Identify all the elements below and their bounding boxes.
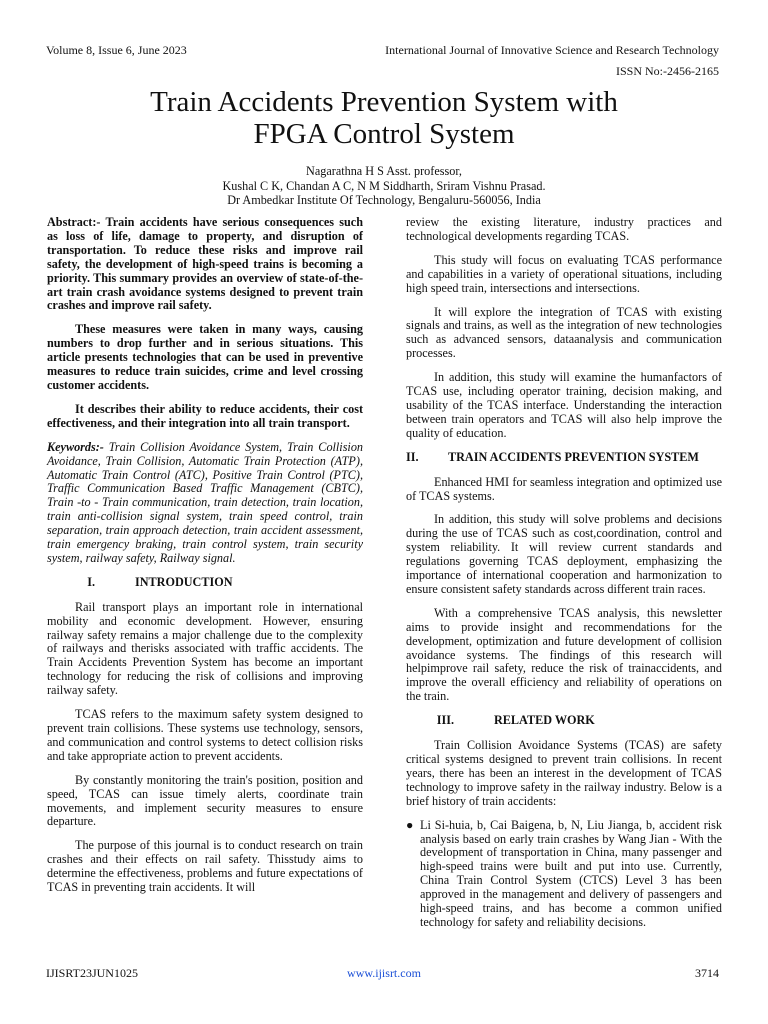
paper-id: IJISRT23JUN1025: [46, 966, 138, 980]
title-line-2: FPGA Control System: [253, 118, 515, 150]
abstract-paragraph: These measures were taken in many ways, causing numbers to drop further and in serious situations. This article presents technologies that can be used in preventive measures to reduce train suicides, crime and level crossing customer accidents.: [47, 322, 363, 392]
journal-name: International Journal of Innovative Science and Research Technology: [385, 43, 719, 57]
body-paragraph: Train Collision Avoidance Systems (TCAS) are safety critical systems designed to prevent train collisions. In recent years, there has been an interest in the development of TCAS technology to improve safety in the railway industry. Below is a brief history of train accidents:: [406, 738, 722, 808]
section-title: INTRODUCTION: [135, 574, 233, 589]
page-number: 3714: [695, 966, 719, 980]
keywords-label: Keywords:-: [47, 439, 104, 454]
affiliation: Dr Ambedkar Institute Of Technology, Bengaluru-560056, India: [227, 193, 541, 207]
body-paragraph: TCAS refers to the maximum safety system designed to prevent train collisions. These systems use technology, sensors, and communication and control systems to detect collision risks and take appropriate action to prevent accidents.: [47, 707, 363, 763]
body-paragraph: This study will focus on evaluating TCAS performance and capabilities in a variety of operational situations, including high speed train, intersections and intersections.: [406, 252, 722, 295]
right-column: [406, 216, 722, 930]
section-number: I.: [87, 574, 95, 589]
body-paragraph: The purpose of this journal is to conduct research on train crashes and their effects on rail safety. Thisstudy aims to determine the effectiveness, problems and future expectations of TCAS in preventing train accidents. It will: [47, 838, 363, 895]
author-line-1: Nagarathna H S Asst. professor,: [306, 164, 462, 178]
abstract-paragraph: Abstract:- Train accidents have serious consequences such as loss of life, damage to property, and disruption of transportation. To reduce these risks and improve rail safety, the development of high-speed trains is becoming a priority. This summary provides an overview of state-of-the-art train crash avoidance systems designed to prevent train crashes and improve rail safety.: [47, 215, 363, 313]
section-title: RELATED WORK: [494, 713, 595, 728]
body-paragraph: It will explore the integration of TCAS with existing signals and trains, as well as the integration of new technologies such as advanced sensors, dataanalysis and communication processes.: [406, 304, 722, 361]
paper-title: [0, 86, 768, 150]
volume-info: Volume 8, Issue 6, June 2023: [46, 43, 187, 57]
list-item-text: Li Si-huia, b, Cai Baigena, b, N, Liu Jianga, b, accident risk analysis based on early train crashes by Wang Jian - With the development of transportation in China, many passenger and high-speed trains were built and put into use. Currently, China Train Control System (CTCS) Level 3 has been approved in the management and delivery of passengers and high-speed trains, and has become a common unified technology for safety and reliability decisions.: [420, 817, 722, 929]
body-paragraph: Rail transport plays an important role in international mobility and economic development. However, ensuring railway safety remains a major challenge due to the complexity of railways and therisks associated with traffic accidents. The Train Accidents Prevention System has become an important technology for reducing the risk of collisions and improving railway safety.: [47, 599, 363, 698]
bullet-list: [406, 819, 722, 930]
body-paragraph: review the existing literature, industry practices and technological developments regarding TCAS.: [406, 215, 722, 243]
section-number: II.: [406, 449, 419, 464]
body-paragraph: In addition, this study will examine the humanfactors of TCAS use, including operator training, decision making, and usability of the TCAS interface. Understanding the interaction between train operators and TCAS will also help improve the quality of education.: [406, 370, 722, 440]
keywords: [47, 441, 363, 566]
title-line-1: Train Accidents Prevention System with: [150, 86, 618, 118]
section-heading: [406, 714, 722, 728]
body-paragraph: In addition, this study will solve problems and decisions during the use of TCAS such as cost,coordination, control and system reliability. It will review current standards and regulations governing TCAS deployment, emphasizing the importance of international cooperation and harmonization to ensure consistent safety standards across different train races.: [406, 512, 722, 596]
section-heading: [47, 576, 363, 590]
bullet-icon: ●: [406, 817, 414, 832]
list-item: [406, 819, 722, 930]
section-number: III.: [436, 713, 454, 728]
abstract-paragraph: It describes their ability to reduce accidents, their cost effectiveness, and their integration into all train transport.: [47, 401, 363, 430]
left-column: [47, 216, 363, 905]
keywords-text: Train Collision Avoidance System, Train Collision Avoidance, Train Collision, Automatic Train Protection (ATP), Automatic Train Control (ATC), Positive Train Control (PTC), Traffic Communication Based Traffic Management (CBTC), Train -to - Train communication, train detection, train location, train anti-collision signal system, train speed control, train separation, train approach detection, train accident assessment, train emergency braking, train control system, train security system, railway safety, Railway signal.: [47, 439, 364, 565]
issn: ISSN No:-2456-2165: [615, 64, 719, 78]
body-paragraph: With a comprehensive TCAS analysis, this newsletter aims to provide insight and recommendations for the development, optimization and future development of collision avoidance systems. The findings of this research will helpimprove rail safety, reduce the risk of trainaccidents, and improve the overall efficiency and reliability of operations on the train.: [406, 605, 722, 704]
author-block: [0, 164, 768, 208]
section-title: TRAIN ACCIDENTS PREVENTION SYSTEM: [448, 449, 699, 464]
journal-url-link[interactable]: www.ijisrt.com: [347, 966, 421, 980]
body-paragraph: Enhanced HMI for seamless integration and optimized use of TCAS systems.: [406, 474, 722, 503]
author-line-2: Kushal C K, Chandan A C, N M Siddharth, Sriram Vishnu Prasad.: [222, 178, 546, 193]
section-heading: [406, 451, 722, 465]
body-paragraph: By constantly monitoring the train's position, position and speed, TCAS can issue timely alerts, coordinate train movements, and implement security measures to ensure departure.: [47, 772, 363, 829]
